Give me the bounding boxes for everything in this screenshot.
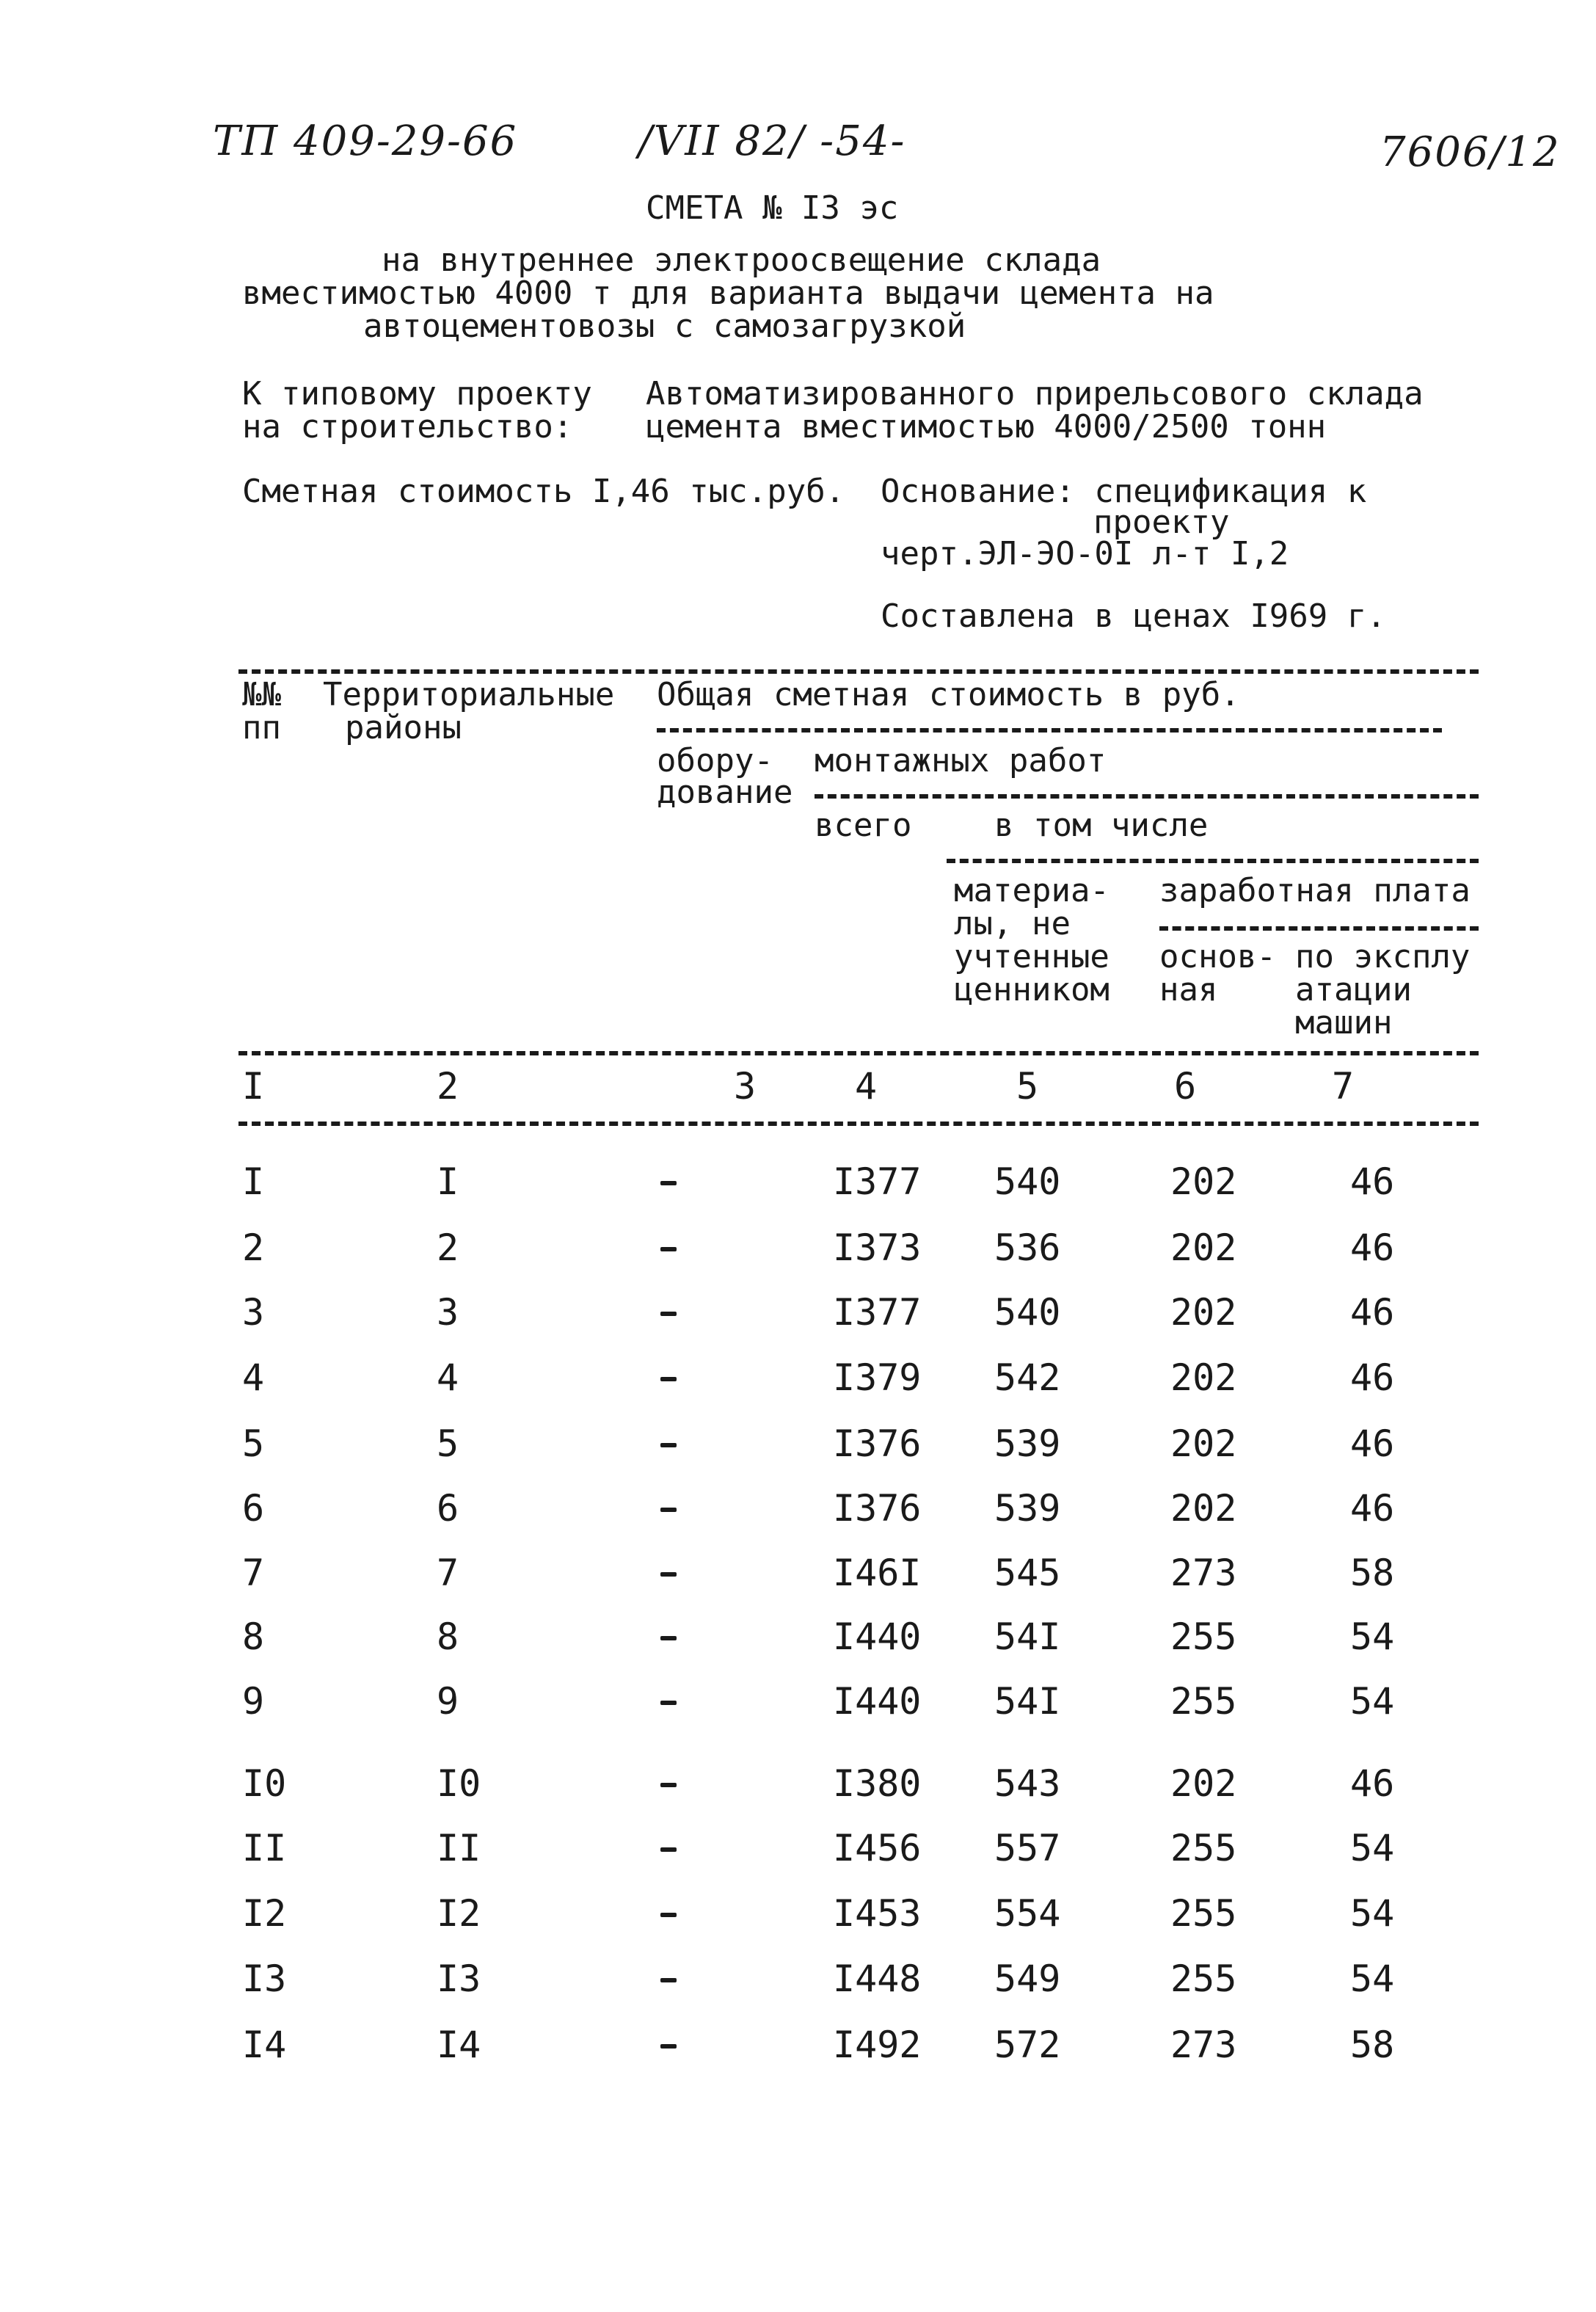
- header-equipment-line-2: дование: [657, 774, 793, 811]
- header-bottom-rule: [238, 1051, 1479, 1055]
- cell-equipment-dash: [660, 1847, 677, 1852]
- installation-rule: [815, 794, 1479, 799]
- cell-installation-total: I456: [833, 1827, 922, 1869]
- header-materials-line-4: ценником: [954, 971, 1109, 1008]
- cell-salary-machines: 46: [1350, 1160, 1395, 1203]
- cell-equipment-dash: [660, 1913, 677, 1917]
- cell-installation-total: I373: [833, 1226, 922, 1269]
- cell-salary-basic: 255: [1170, 1957, 1237, 2000]
- cell-region: 9: [437, 1680, 459, 1723]
- cell-region: I0: [437, 1762, 481, 1805]
- header-region-line-2: районы: [345, 709, 462, 746]
- col-number-1: I: [242, 1065, 265, 1108]
- cell-salary-machines: 58: [1350, 2024, 1395, 2066]
- cell-materials: 540: [994, 1160, 1061, 1203]
- col-numbers-rule: [238, 1122, 1479, 1126]
- cell-row-number: 7: [242, 1552, 265, 1594]
- header-basic-line-1: основ-: [1159, 938, 1276, 975]
- cell-salary-machines: 58: [1350, 1552, 1395, 1594]
- subtitle-line-2: вместимостью 4000 т для варианта выдачи цемента на: [242, 275, 1214, 312]
- col-number-7: 7: [1332, 1065, 1355, 1108]
- cell-salary-basic: 202: [1170, 1226, 1237, 1269]
- cell-materials: 54I: [994, 1615, 1061, 1658]
- cell-row-number: I: [242, 1160, 265, 1203]
- header-materials-line-3: учтенные: [954, 938, 1109, 975]
- header-machines-line-1: по эксплу: [1295, 938, 1471, 975]
- cell-salary-machines: 54: [1350, 1827, 1395, 1869]
- document-title: СМЕТА № I3 эс: [646, 189, 899, 227]
- cell-salary-machines: 54: [1350, 1680, 1395, 1723]
- cell-row-number: I3: [242, 1957, 287, 2000]
- cell-installation-total: I453: [833, 1892, 922, 1935]
- header-materials-line-1: материа-: [954, 872, 1109, 909]
- cell-row-number: I4: [242, 2024, 287, 2066]
- cell-equipment-dash: [660, 1508, 677, 1512]
- cell-region: 2: [437, 1226, 459, 1269]
- cell-salary-basic: 202: [1170, 1356, 1237, 1399]
- subtitle-line-1: на внутреннее электроосвещение склада: [382, 241, 1101, 279]
- including-rule: [947, 859, 1479, 863]
- cell-row-number: 8: [242, 1615, 265, 1658]
- header-equipment-line-1: обору-: [657, 742, 773, 779]
- cell-equipment-dash: [660, 1572, 677, 1577]
- header-all: всего: [815, 807, 912, 844]
- cell-region: II: [437, 1827, 481, 1869]
- cell-salary-basic: 202: [1170, 1762, 1237, 1805]
- cell-row-number: I0: [242, 1762, 287, 1805]
- table-top-rule: [238, 669, 1479, 674]
- cell-salary-machines: 46: [1350, 1487, 1395, 1530]
- cell-region: I4: [437, 2024, 481, 2066]
- cell-salary-machines: 46: [1350, 1762, 1395, 1805]
- basis-line-1: Основание: спецификация к: [881, 473, 1367, 510]
- cell-materials: 539: [994, 1487, 1061, 1530]
- col-number-6: 6: [1174, 1065, 1197, 1108]
- cell-salary-machines: 46: [1350, 1356, 1395, 1399]
- cell-materials: 554: [994, 1892, 1061, 1935]
- cell-installation-total: I376: [833, 1487, 922, 1530]
- cell-equipment-dash: [660, 1443, 677, 1447]
- price-level: Составлена в ценах I969 г.: [881, 597, 1386, 635]
- header-machines-line-2: атации: [1295, 971, 1412, 1008]
- cell-installation-total: I379: [833, 1356, 922, 1399]
- cell-region: 8: [437, 1615, 459, 1658]
- project-label-line-1: К типовому проекту: [242, 375, 592, 412]
- cell-materials: 549: [994, 1957, 1061, 2000]
- salary-rule: [1159, 926, 1479, 931]
- cell-materials: 572: [994, 2024, 1061, 2066]
- cell-salary-basic: 202: [1170, 1291, 1237, 1334]
- cell-salary-basic: 255: [1170, 1615, 1237, 1658]
- cell-region: 6: [437, 1487, 459, 1530]
- project-label-line-2: на строительство:: [242, 408, 573, 446]
- cell-salary-basic: 202: [1170, 1487, 1237, 1530]
- cell-salary-basic: 202: [1170, 1160, 1237, 1203]
- cell-salary-machines: 54: [1350, 1892, 1395, 1935]
- cell-installation-total: I376: [833, 1422, 922, 1465]
- header-including: в том числе: [994, 807, 1209, 844]
- cell-materials: 54I: [994, 1680, 1061, 1723]
- handwritten-sheet-number: 7606/12: [1380, 128, 1561, 176]
- cell-salary-basic: 273: [1170, 1552, 1237, 1594]
- cell-installation-total: I448: [833, 1957, 922, 2000]
- header-total-cost: Общая сметная стоимость в руб.: [657, 676, 1240, 713]
- cell-salary-machines: 54: [1350, 1615, 1395, 1658]
- col-number-2: 2: [437, 1065, 459, 1108]
- cell-region: 5: [437, 1422, 459, 1465]
- cell-materials: 543: [994, 1762, 1061, 1805]
- cell-installation-total: I46I: [833, 1552, 922, 1594]
- handwritten-reference: /VII 82/ -54-: [638, 117, 906, 165]
- cell-equipment-dash: [660, 2044, 677, 2049]
- header-machines-line-3: машин: [1295, 1004, 1393, 1042]
- header-num-line-2: пп: [242, 709, 281, 746]
- subtitle-line-3: автоцементовозы с самозагрузкой: [363, 308, 966, 345]
- cell-materials: 539: [994, 1422, 1061, 1465]
- cell-salary-machines: 54: [1350, 1957, 1395, 2000]
- cell-salary-machines: 46: [1350, 1422, 1395, 1465]
- cell-equipment-dash: [660, 1783, 677, 1787]
- basis-line-3: черт.ЭЛ-ЭО-0I л-т I,2: [881, 535, 1289, 572]
- cell-region: 4: [437, 1356, 459, 1399]
- project-value-line-1: Автоматизированного прирельсового склада: [646, 375, 1424, 412]
- total-cost-rule: [657, 728, 1442, 733]
- cell-installation-total: I440: [833, 1615, 922, 1658]
- estimated-cost: Сметная стоимость I,46 тыс.руб.: [242, 473, 845, 510]
- cell-salary-basic: 273: [1170, 2024, 1237, 2066]
- cell-region: I2: [437, 1892, 481, 1935]
- cell-region: 7: [437, 1552, 459, 1594]
- cell-salary-basic: 202: [1170, 1422, 1237, 1465]
- col-number-3: 3: [734, 1065, 757, 1108]
- cell-equipment-dash: [660, 1312, 677, 1316]
- cell-equipment-dash: [660, 1247, 677, 1251]
- cell-equipment-dash: [660, 1978, 677, 1982]
- cell-row-number: II: [242, 1827, 287, 1869]
- col-number-4: 4: [855, 1065, 878, 1108]
- cell-region: 3: [437, 1291, 459, 1334]
- cell-row-number: 6: [242, 1487, 265, 1530]
- cell-row-number: 2: [242, 1226, 265, 1269]
- cell-materials: 536: [994, 1226, 1061, 1269]
- cell-materials: 557: [994, 1827, 1061, 1869]
- cell-salary-basic: 255: [1170, 1680, 1237, 1723]
- header-materials-line-2: лы, не: [954, 905, 1071, 942]
- cell-region: I: [437, 1160, 459, 1203]
- cell-installation-total: I377: [833, 1291, 922, 1334]
- cell-equipment-dash: [660, 1377, 677, 1381]
- cell-materials: 540: [994, 1291, 1061, 1334]
- cell-installation-total: I380: [833, 1762, 922, 1805]
- cell-row-number: I2: [242, 1892, 287, 1935]
- header-installation: монтажных работ: [815, 742, 1107, 779]
- cell-installation-total: I492: [833, 2024, 922, 2066]
- handwritten-project-code: ТП 409-29-66: [213, 117, 518, 165]
- cell-row-number: 4: [242, 1356, 265, 1399]
- header-region-line-1: Территориальные: [323, 676, 615, 713]
- project-value-line-2: цемента вместимостью 4000/2500 тонн: [646, 408, 1327, 446]
- cell-equipment-dash: [660, 1181, 677, 1185]
- cell-salary-basic: 255: [1170, 1827, 1237, 1869]
- col-number-5: 5: [1016, 1065, 1039, 1108]
- header-num-line-1: №№: [242, 676, 281, 713]
- cell-installation-total: I440: [833, 1680, 922, 1723]
- cell-salary-machines: 46: [1350, 1291, 1395, 1334]
- cell-equipment-dash: [660, 1636, 677, 1640]
- basis-line-2: проекту: [1093, 504, 1230, 541]
- cell-salary-basic: 255: [1170, 1892, 1237, 1935]
- cell-salary-machines: 46: [1350, 1226, 1395, 1269]
- cell-row-number: 3: [242, 1291, 265, 1334]
- cell-row-number: 5: [242, 1422, 265, 1465]
- header-basic-line-2: ная: [1159, 971, 1218, 1008]
- cell-installation-total: I377: [833, 1160, 922, 1203]
- cell-materials: 545: [994, 1552, 1061, 1594]
- cell-row-number: 9: [242, 1680, 265, 1723]
- cell-equipment-dash: [660, 1701, 677, 1705]
- header-salary: заработная плата: [1159, 872, 1471, 909]
- cell-region: I3: [437, 1957, 481, 2000]
- cell-materials: 542: [994, 1356, 1061, 1399]
